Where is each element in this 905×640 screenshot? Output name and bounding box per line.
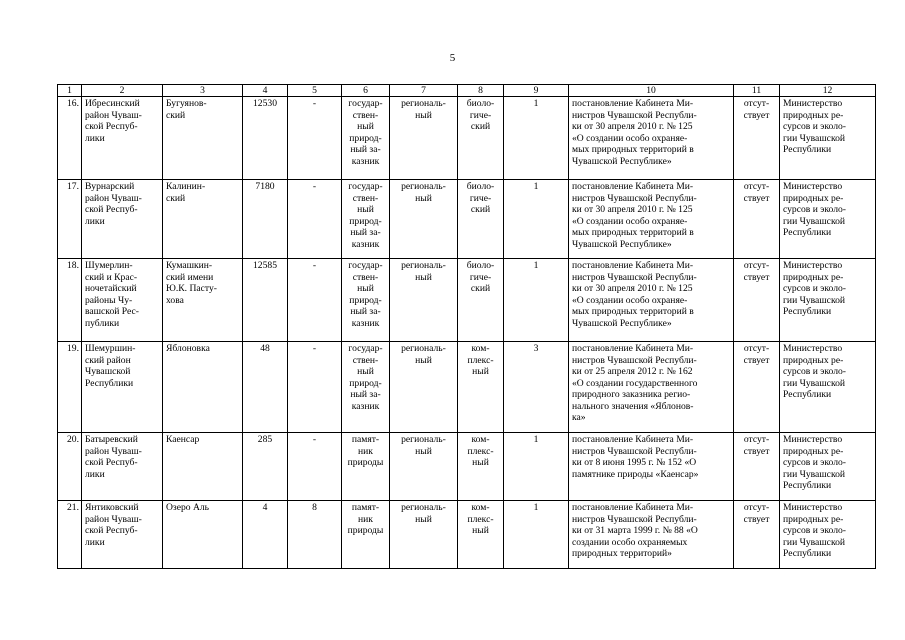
municipality-cell (82, 433, 163, 501)
buffer-zone-text: - (312, 260, 317, 271)
row-number-text: 18. (67, 260, 79, 271)
area-category-text: памят- ник природы (347, 434, 384, 468)
area-name-cell (163, 259, 243, 342)
table-row (58, 180, 876, 259)
area-hectares-cell (243, 259, 288, 342)
municipality-text: Вурнарский район Чуваш- ской Респуб- лики (85, 181, 142, 227)
significance-cell (390, 259, 458, 342)
row-number-text: 17. (67, 181, 79, 192)
row-number-cell (58, 259, 82, 342)
header-cell: 10 (569, 85, 734, 97)
buffer-zone-cell (288, 180, 342, 259)
municipality-text: Шемуршин- ский район Чувашской Республики (85, 343, 136, 389)
area-name-text: Каенсар (166, 434, 200, 445)
area-name-text: Калинин- ский (166, 181, 206, 204)
row-number-text: 21. (67, 502, 79, 513)
buffer-zone-text: 8 (312, 502, 317, 513)
municipality-cell (82, 180, 163, 259)
row-number-cell (58, 433, 82, 501)
header-cell: 3 (163, 85, 243, 97)
managing-body-text: Министерство природных ре- сурсов и эколо- гии Чувашской Республики (783, 502, 846, 559)
header-cell: 12 (780, 85, 876, 97)
cluster-count-cell (504, 501, 569, 569)
managing-body-cell (780, 342, 876, 433)
cluster-count-cell (504, 180, 569, 259)
legal-basis-text: постановление Кабинета Ми- нистров Чувашской Республи- ки от 30 апреля 2010 г. № 125 «О создании особо охраняе- мых природных территорий в Чувашской Республике» (572, 181, 697, 250)
area-category-cell (342, 180, 390, 259)
regulation-text: отсут- ствует (743, 434, 770, 457)
municipality-cell (82, 501, 163, 569)
page-number: 5 (449, 52, 456, 64)
regulation-cell (734, 433, 780, 501)
area-hectares-text: 4 (262, 502, 268, 513)
managing-body-cell (780, 97, 876, 180)
area-category-text: государ- ствен- ный природ- ный за- казник (348, 343, 383, 412)
regulation-cell (734, 180, 780, 259)
buffer-zone-cell (288, 97, 342, 180)
profile-cell (458, 433, 504, 501)
area-hectares-text: 12585 (253, 260, 277, 271)
buffer-zone-text: - (312, 343, 317, 354)
area-name-cell (163, 97, 243, 180)
table-row (58, 433, 876, 501)
protected-areas-table (57, 84, 876, 569)
regulation-text: отсут- ствует (743, 98, 770, 121)
legal-basis-cell (569, 342, 734, 433)
row-number-text: 20. (67, 434, 79, 445)
profile-text: биоло- гиче- ский (466, 181, 495, 215)
profile-cell (458, 501, 504, 569)
header-cell: 4 (243, 85, 288, 97)
area-name-text: Бугуянов- ский (166, 98, 207, 121)
area-name-cell (163, 180, 243, 259)
significance-cell (390, 501, 458, 569)
row-number-cell (58, 97, 82, 180)
cluster-count-text: 1 (533, 434, 539, 445)
table-row (58, 259, 876, 342)
significance-cell (390, 433, 458, 501)
buffer-zone-cell (288, 259, 342, 342)
area-hectares-cell (243, 433, 288, 501)
legal-basis-cell (569, 433, 734, 501)
header-cell: 6 (342, 85, 390, 97)
significance-cell (390, 180, 458, 259)
cluster-count-cell (504, 342, 569, 433)
managing-body-text: Министерство природных ре- сурсов и эколо- гии Чувашской Республики (783, 260, 846, 317)
area-category-cell (342, 342, 390, 433)
managing-body-cell (780, 259, 876, 342)
regulation-text: отсут- ствует (743, 343, 770, 366)
significance-text: региональ- ный (401, 181, 446, 204)
table-row (58, 501, 876, 569)
cluster-count-text: 1 (533, 260, 539, 271)
area-name-cell (163, 342, 243, 433)
regulation-cell (734, 259, 780, 342)
area-hectares-cell (243, 501, 288, 569)
profile-cell (458, 180, 504, 259)
header-row (58, 85, 876, 97)
legal-basis-text: постановление Кабинета Ми- нистров Чувашской Республи- ки от 30 апреля 2010 г. № 125 «О создании особо охраняе- мых природных территорий в Чувашской Республике» (572, 260, 697, 329)
header-cell: 8 (458, 85, 504, 97)
legal-basis-cell (569, 259, 734, 342)
municipality-text: Батыревский район Чуваш- ской Респуб- лики (85, 434, 142, 480)
significance-cell (390, 97, 458, 180)
area-name-cell (163, 433, 243, 501)
area-category-cell (342, 501, 390, 569)
area-name-cell (163, 501, 243, 569)
managing-body-cell (780, 180, 876, 259)
municipality-cell (82, 259, 163, 342)
profile-cell (458, 97, 504, 180)
row-number-text: 19. (67, 343, 79, 354)
legal-basis-text: постановление Кабинета Ми- нистров Чувашской Республи- ки от 30 апреля 2010 г. № 125 «О создании особо охраняе- мых природных территорий в Чувашской Республике» (572, 98, 697, 167)
managing-body-cell (780, 433, 876, 501)
regulation-text: отсут- ствует (743, 181, 770, 204)
significance-text: региональ- ный (401, 260, 446, 283)
cluster-count-text: 1 (533, 98, 539, 109)
area-name-text: Кумашкин- ский имени Ю.К. Пасту- хова (166, 260, 217, 306)
cluster-count-text: 3 (533, 343, 539, 354)
area-category-text: памят- ник природы (347, 502, 384, 536)
area-category-cell (342, 433, 390, 501)
regulation-cell (734, 97, 780, 180)
municipality-cell (82, 97, 163, 180)
header-cell: 5 (288, 85, 342, 97)
profile-cell (458, 259, 504, 342)
buffer-zone-cell (288, 342, 342, 433)
area-hectares-cell (243, 342, 288, 433)
area-hectares-text: 7180 (255, 181, 275, 192)
managing-body-text: Министерство природных ре- сурсов и эколо- гии Чувашской Республики (783, 98, 846, 155)
area-hectares-text: 285 (257, 434, 273, 445)
area-hectares-cell (243, 97, 288, 180)
area-hectares-text: 12530 (253, 98, 277, 109)
cluster-count-cell (504, 433, 569, 501)
significance-text: региональ- ный (401, 502, 446, 525)
municipality-text: Янтиковский район Чуваш- ской Респуб- лики (85, 502, 142, 548)
buffer-zone-text: - (312, 181, 317, 192)
header-cell: 2 (82, 85, 163, 97)
row-number-cell (58, 342, 82, 433)
managing-body-cell (780, 501, 876, 569)
legal-basis-text: постановление Кабинета Ми- нистров Чувашской Республи- ки от 31 марта 1999 г. № 88 «О создании особо охраняемых природных территорий» (572, 502, 698, 559)
legal-basis-cell (569, 501, 734, 569)
legal-basis-cell (569, 97, 734, 180)
row-number-cell (58, 501, 82, 569)
area-category-cell (342, 259, 390, 342)
area-category-text: государ- ствен- ный природ- ный за- казник (348, 98, 383, 167)
profile-text: ком- плекс- ный (467, 434, 494, 468)
buffer-zone-cell (288, 433, 342, 501)
regulation-text: отсут- ствует (743, 260, 770, 283)
significance-text: региональ- ный (401, 343, 446, 366)
area-hectares-text: 48 (260, 343, 270, 354)
legal-basis-text: постановление Кабинета Ми- нистров Чувашской Республи- ки от 25 апреля 2012 г. № 162 «О создании государственного природного заказника регио- нального значения «Яблонов- ка» (572, 343, 698, 423)
profile-cell (458, 342, 504, 433)
regulation-cell (734, 342, 780, 433)
area-name-text: Озеро Аль (166, 502, 210, 513)
municipality-text: Ибресинский район Чуваш- ской Респуб- лики (85, 98, 142, 144)
row-number-text: 16. (67, 98, 79, 109)
profile-text: биоло- гиче- ский (466, 98, 495, 132)
area-hectares-cell (243, 180, 288, 259)
regulation-text: отсут- ствует (743, 502, 770, 525)
managing-body-text: Министерство природных ре- сурсов и эколо- гии Чувашской Республики (783, 181, 846, 238)
regulation-cell (734, 501, 780, 569)
managing-body-text: Министерство природных ре- сурсов и эколо- гии Чувашской Республики (783, 343, 846, 400)
table-row (58, 97, 876, 180)
profile-text: ком- плекс- ный (467, 502, 494, 536)
buffer-zone-text: - (312, 434, 317, 445)
area-category-text: государ- ствен- ный природ- ный за- казник (348, 260, 383, 329)
cluster-count-text: 1 (533, 502, 539, 513)
area-name-text: Яблоновка (166, 343, 210, 354)
table-row (58, 342, 876, 433)
profile-text: ком- плекс- ный (467, 343, 494, 377)
buffer-zone-cell (288, 501, 342, 569)
cluster-count-cell (504, 97, 569, 180)
profile-text: биоло- гиче- ский (466, 260, 495, 294)
header-cell: 9 (504, 85, 569, 97)
managing-body-text: Министерство природных ре- сурсов и эколо- гии Чувашской Республики (783, 434, 846, 491)
area-category-text: государ- ствен- ный природ- ный за- казник (348, 181, 383, 250)
cluster-count-text: 1 (533, 181, 539, 192)
significance-text: региональ- ный (401, 98, 446, 121)
significance-cell (390, 342, 458, 433)
area-category-cell (342, 97, 390, 180)
significance-text: региональ- ный (401, 434, 446, 457)
legal-basis-text: постановление Кабинета Ми- нистров Чувашской Республи- ки от 8 июня 1995 г. № 152 «О памятнике природы «Каенсар» (572, 434, 699, 480)
header-cell: 11 (734, 85, 780, 97)
cluster-count-cell (504, 259, 569, 342)
header-cell: 1 (58, 85, 82, 97)
municipality-text: Шумерлин- ский и Крас- ночетайский районы Чу- вашской Рес- публики (85, 260, 139, 329)
buffer-zone-text: - (312, 98, 317, 109)
row-number-cell (58, 180, 82, 259)
header-cell: 7 (390, 85, 458, 97)
legal-basis-cell (569, 180, 734, 259)
municipality-cell (82, 342, 163, 433)
